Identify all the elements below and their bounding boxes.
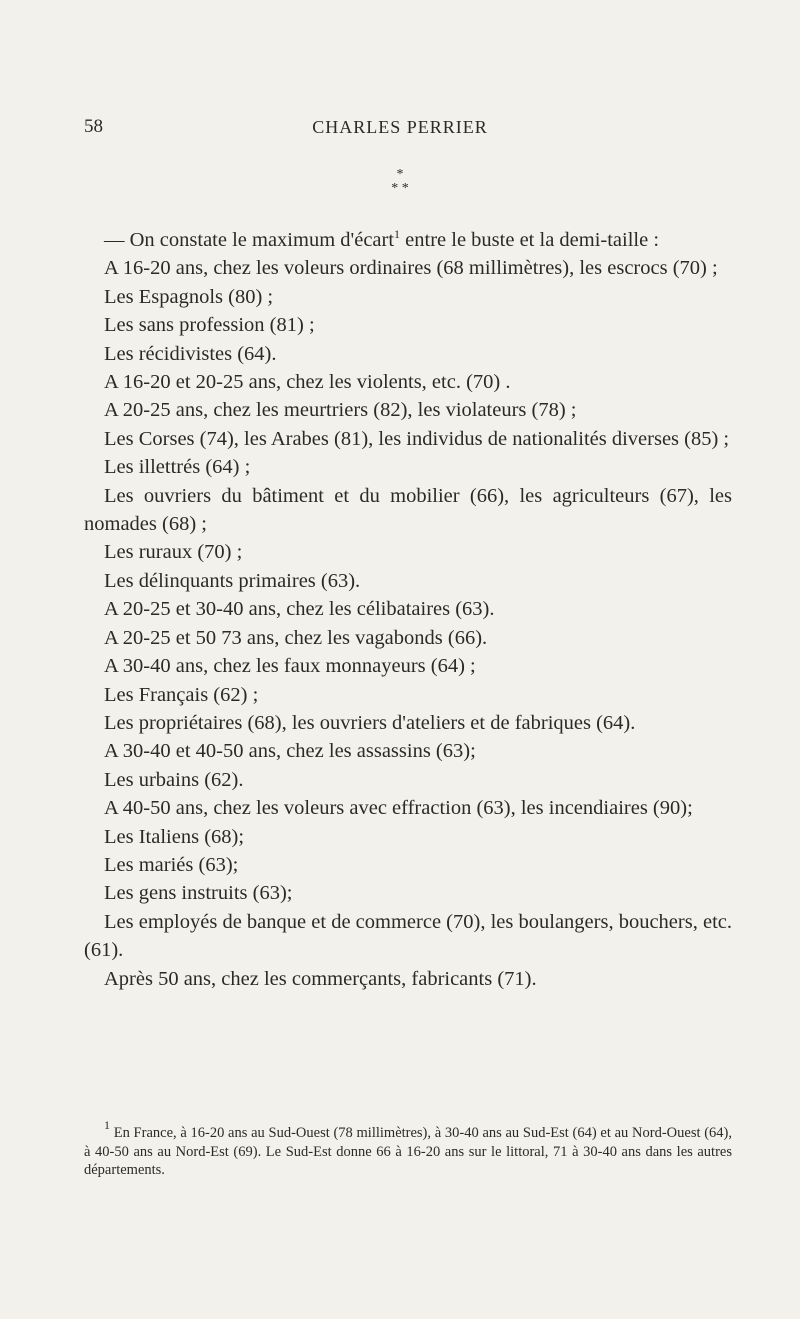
footnote-text: En France, à 16-20 ans au Sud-Ouest (78 millimètres), à 30-40 ans au Sud-Est (64) et au Nord-Ouest (64), à 40-50 ans au Nord-Est (69). Le Sud-Est donne 66 à 16-20 ans sur le littoral, 71 à 30-40 ans dans les autres départements.: [84, 1125, 732, 1179]
list-item: A 16-20 ans, chez les voleurs ordinaires (68 millimètres), les escrocs (70) ;: [104, 257, 718, 280]
list-item: A 30-40 ans, chez les faux monnayeurs (64) ;: [104, 655, 476, 678]
list-item: Les mariés (63);: [104, 853, 239, 876]
list-item: Les délinquants primaires (63).: [104, 569, 361, 592]
intro-text-before: — On constate le maximum d'écart: [104, 229, 395, 251]
list-item: Les Corses (74), les Arabes (81), les individus de nationalités diverses (85) ;: [104, 427, 730, 450]
list-item: A 40-50 ans, chez les voleurs avec effraction (63), les incendiaires (90);: [104, 797, 693, 820]
footnote: [84, 1118, 732, 1180]
list-item: Les illettrés (64) ;: [104, 456, 251, 479]
list-item: Les employés de banque et de commerce (70), les boulangers, bouchers, etc. (61).: [84, 910, 732, 962]
asterism-top: *: [396, 167, 404, 182]
list-item: Les ruraux (70) ;: [104, 541, 243, 564]
asterism-bottom: * *: [391, 181, 409, 196]
page-number: 58: [84, 116, 103, 137]
list-item: Les Italiens (68);: [104, 825, 245, 848]
list-item: A 20-25 ans, chez les meurtriers (82), les violateurs (78) ;: [104, 399, 577, 422]
list-item: A 16-20 et 20-25 ans, chez les violents, etc. (70) .: [104, 371, 511, 394]
intro-paragraph: [84, 226, 732, 254]
main-text: [84, 226, 732, 993]
footnote-marker: 1: [104, 1118, 110, 1132]
list-item: Après 50 ans, chez les commerçants, fabricants (71).: [104, 967, 537, 990]
list-item: Les ouvriers du bâtiment et du mobilier (66), les agriculteurs (67), les nomades (68) ;: [84, 484, 732, 536]
footnote-ref: 1: [394, 227, 401, 241]
list-item: Les récidivistes (64).: [104, 342, 277, 365]
list-item: Les Espagnols (80) ;: [104, 285, 274, 308]
list-item: Les Français (62) ;: [104, 683, 259, 706]
list-item: Les propriétaires (68), les ouvriers d'ateliers et de fabriques (64).: [104, 711, 636, 734]
asterism-divider: [0, 168, 800, 196]
running-head: CHARLES PERRIER: [312, 117, 488, 137]
list-item: A 30-40 et 40-50 ans, chez les assassins (63);: [104, 740, 476, 763]
list-item: Les urbains (62).: [104, 768, 244, 791]
footnote-paragraph: [84, 1118, 732, 1180]
intro-text-after: entre le buste et la demi-taille :: [400, 229, 660, 251]
list-item: Les sans profession (81) ;: [104, 314, 315, 337]
list-item: A 20-25 et 50 73 ans, chez les vagabonds (66).: [104, 626, 488, 649]
list-item: A 20-25 et 30-40 ans, chez les célibataires (63).: [104, 598, 495, 621]
list-item: Les gens instruits (63);: [104, 882, 293, 905]
